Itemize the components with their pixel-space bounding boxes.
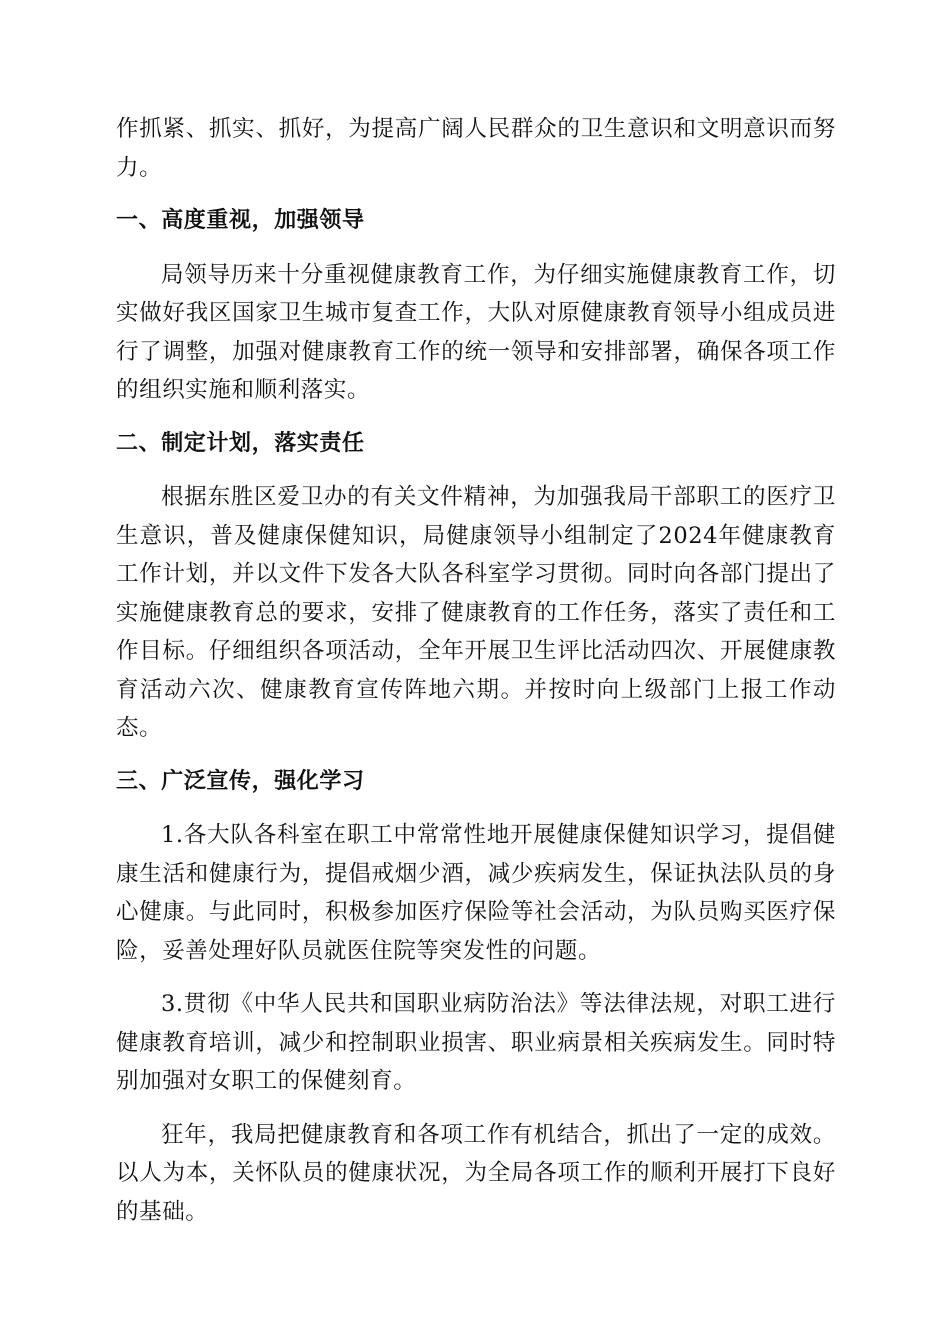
section-3-item-1: 1.各大队各科室在职工中常常性地开展健康保健知识学习，提倡健康生活和健康行为，提倡戒烟少酒，减少疾病发生，保证执法队员的身心健康。与此同时，积极参加医疗保险等社会活动，为队员购买医疗保险，妥善处理好队员就医住院等突发性的问题。	[116, 822, 836, 964]
section-3-item-3: 3.贯彻《中华人民共和国职业病防治法》等法律法规，对职工进行健康教育培训，减少和控制职业损害、职业病景相关疾病发生。同时特别加强对女职工的保健刻育。	[116, 991, 836, 1094]
closing-paragraph: 狂年，我局把健康教育和各项工作有机结合，抓出了一定的成效。以人为本，关怀队员的健康状况，为全局各项工作的顺利开展打下良好的基础。	[116, 1121, 836, 1225]
section-heading-1: 一、高度重视，加强领导	[116, 208, 365, 233]
document-page	[116, 110, 836, 1246]
intro-paragraph: 作抓紧、抓实、抓好，为提高广阔人民群众的卫生意识和文明意识而努力。	[116, 116, 836, 181]
section-1-paragraph: 局领导历来十分重视健康教育工作，为仔细实施健康教育工作，切实做好我区国家卫生城市复查工作，大队对原健康教育领导小组成员进行了调整，加强对健康教育工作的统一领导和安排部署，确保各项工作的组织实施和顺利落实。	[116, 261, 836, 403]
section-heading-2: 二、制定计划，落实责任	[116, 430, 365, 456]
section-2-paragraph: 根据东胜区爱卫办的有关文件精神，为加强我局干部职工的医疗卫生意识，普及健康保健知识，局健康领导小组制定了2024年健康教育工作计划，并以文件下发各大队各科室学习贯彻。同时向各部门提出了实施健康教育总的要求，安排了健康教育的工作任务，落实了责任和工作目标。仔细组织各项活动，全年开展卫生评比活动四次、开展健康教育活动六次、健康教育宣传阵地六期。并按时向上级部门上报工作动态。	[116, 484, 836, 741]
section-heading-3: 三、广泛宣传，强化学习	[116, 768, 365, 794]
